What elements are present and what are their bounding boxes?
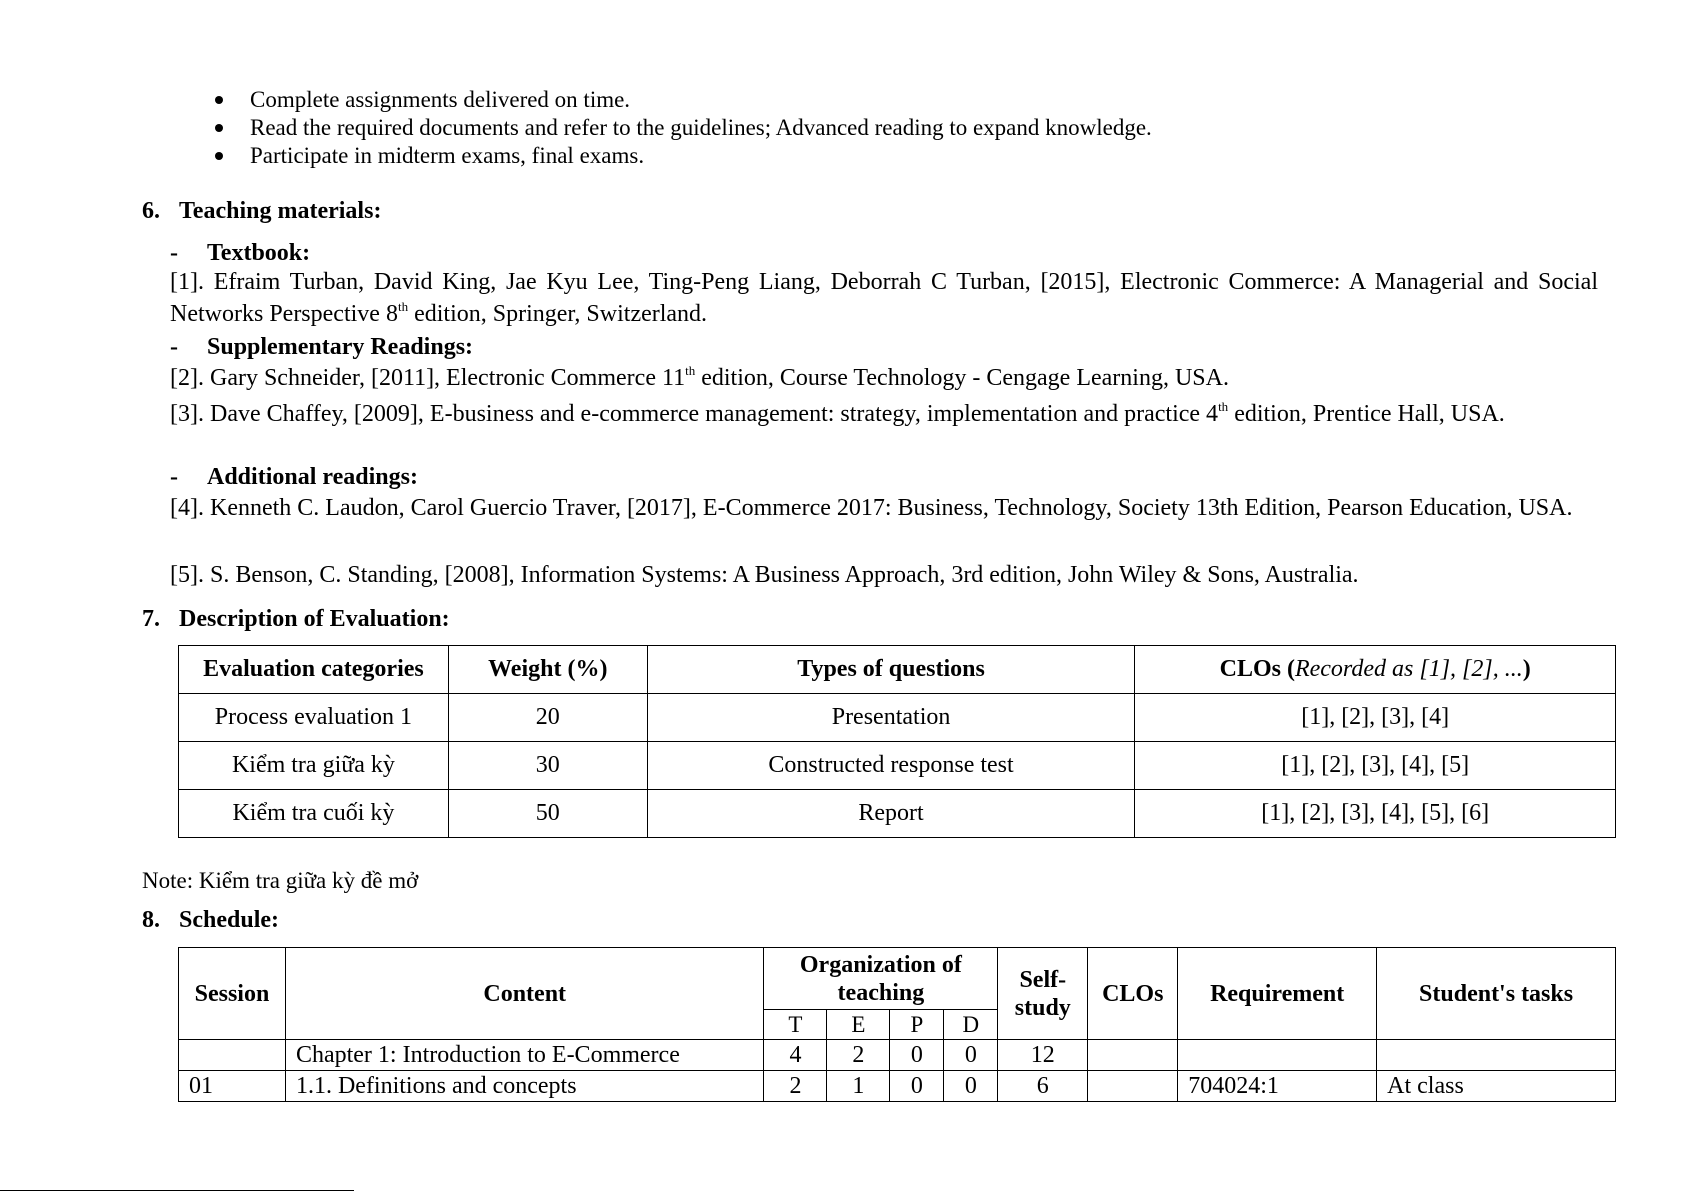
section-6-heading (142, 196, 381, 226)
cell-clos: [1], [2], [3], [4] (1135, 694, 1616, 742)
reference-4: [4]. Kenneth C. Laudon, Carol Guercio Traver, [2017], E-Commerce 2017: Business, Technology, Society 13th Edition, Pearson Education, USA. (170, 495, 1573, 521)
header-d: D (944, 1010, 998, 1040)
reference-2: [2]. Gary Schneider, [2011], Electronic Commerce 11th edition, Course Technology - Cengage Learning, USA. (170, 363, 1229, 391)
dash-marker: - (170, 464, 178, 490)
cell-type: Presentation (647, 694, 1135, 742)
cell-p: 0 (890, 1071, 944, 1102)
reference-5: [5]. S. Benson, C. Standing, [2008], Information Systems: A Business Approach, 3rd edition, John Wiley & Sons, Australia. (170, 562, 1359, 588)
section-title: Teaching materials: (179, 198, 382, 224)
cell-type: Report (647, 790, 1135, 838)
cell-d: 0 (944, 1040, 998, 1071)
cell-requirement (1178, 1040, 1377, 1071)
table-header-row (179, 646, 1616, 694)
table-row (179, 1071, 1616, 1102)
header-e: E (827, 1010, 890, 1040)
cell-requirement: 704024:1 (1178, 1071, 1377, 1102)
cell-clos: [1], [2], [3], [4], [5] (1135, 742, 1616, 790)
header-session: Session (179, 948, 286, 1040)
cell-t: 2 (764, 1071, 827, 1102)
table-row (179, 694, 1616, 742)
cell-type: Constructed response test (647, 742, 1135, 790)
cell-self-study: 6 (998, 1071, 1088, 1102)
cell-session (179, 1040, 286, 1071)
dash-marker: - (170, 240, 178, 266)
cell-category: Kiểm tra giữa kỳ (179, 742, 449, 790)
header-content: Content (285, 948, 764, 1040)
cell-weight: 50 (448, 790, 647, 838)
cell-weight: 20 (448, 694, 647, 742)
bullet-item: Complete assignments delivered on time. (214, 86, 1152, 114)
cell-clos (1088, 1040, 1178, 1071)
cell-t: 4 (764, 1040, 827, 1071)
cell-category: Process evaluation 1 (179, 694, 449, 742)
dash-marker: - (170, 334, 178, 360)
cell-weight: 30 (448, 742, 647, 790)
schedule-table (178, 947, 1616, 1102)
textbook-label: - Textbook: (170, 240, 311, 266)
cell-task (1377, 1040, 1616, 1071)
cell-d: 0 (944, 1071, 998, 1102)
bullet-item: Participate in midterm exams, final exams. (214, 142, 1152, 170)
cell-self-study: 12 (998, 1040, 1088, 1071)
cell-session: 01 (179, 1071, 286, 1102)
header-clos: CLOs (1088, 948, 1178, 1040)
header-t: T (764, 1010, 827, 1040)
cell-task: At class (1377, 1071, 1616, 1102)
header-types-of-questions: Types of questions (647, 646, 1135, 694)
section-title: Schedule: (179, 907, 280, 933)
section-number: 7. (142, 606, 160, 632)
cell-p: 0 (890, 1040, 944, 1071)
header-students-tasks: Student's tasks (1377, 948, 1616, 1040)
header-organization-of-teaching: Organization of teaching (764, 948, 998, 1010)
header-self-study: Self-study (998, 948, 1088, 1040)
header-clos: CLOs (Recorded as [1], [2], ...) (1135, 646, 1616, 694)
section-number: 8. (142, 907, 160, 933)
table-row (179, 1040, 1616, 1071)
cell-content: Chapter 1: Introduction to E-Commerce (285, 1040, 764, 1071)
cell-e: 2 (827, 1040, 890, 1071)
cell-e: 1 (827, 1071, 890, 1102)
cell-clos: [1], [2], [3], [4], [5], [6] (1135, 790, 1616, 838)
cell-content: 1.1. Definitions and concepts (285, 1071, 764, 1102)
evaluation-note: Note: Kiểm tra giữa kỳ đề mở (142, 868, 419, 893)
section-8-heading (142, 905, 279, 935)
supplementary-label: - Supplementary Readings: (170, 334, 474, 360)
table-row (179, 790, 1616, 838)
table-row (179, 742, 1616, 790)
cell-category: Kiểm tra cuối kỳ (179, 790, 449, 838)
header-weight: Weight (%) (448, 646, 647, 694)
cell-clos (1088, 1071, 1178, 1102)
section-number: 6. (142, 198, 160, 224)
additional-label: - Additional readings: (170, 464, 418, 490)
evaluation-table (178, 645, 1616, 838)
section-7-heading (142, 604, 450, 634)
header-p: P (890, 1010, 944, 1040)
header-requirement: Requirement (1178, 948, 1377, 1040)
header-evaluation-categories: Evaluation categories (179, 646, 449, 694)
table-header-row (179, 948, 1616, 1010)
reference-1: [1]. Efraim Turban, David King, Jae Kyu Lee, Ting-Peng Liang, Deborrah C Turban, [2015], Electronic Commerce: A Managerial and Social Networks Perspective 8th edition, Springer, Switzerland. (170, 269, 1598, 327)
section-title: Description of Evaluation: (179, 606, 450, 632)
bullet-item: Read the required documents and refer to the guidelines; Advanced reading to expand knowledge. (214, 114, 1152, 142)
reference-3: [3]. Dave Chaffey, [2009], E-business and e-commerce management: strategy, implementation and practice 4th edition, Prentice Hall, USA. (170, 399, 1505, 427)
requirements-bullet-list (214, 86, 1152, 170)
